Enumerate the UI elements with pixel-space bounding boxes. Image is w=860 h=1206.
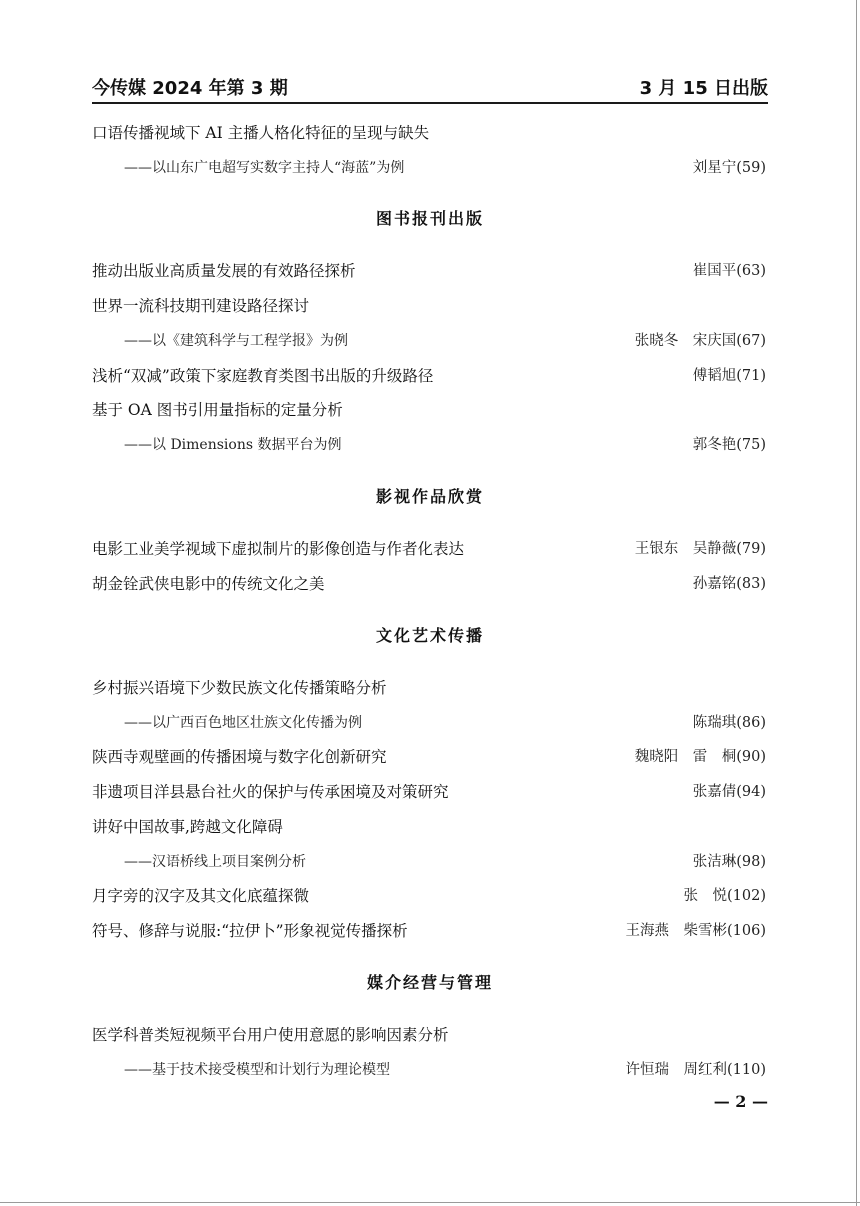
page-header bbox=[92, 74, 768, 102]
section-heading-culture: 文化艺术传播 bbox=[375, 626, 484, 645]
entry-authors: 郭冬艳(75) bbox=[692, 437, 766, 453]
toc-entry bbox=[92, 537, 766, 561]
entry-authors: 孙嘉铭(83) bbox=[692, 576, 766, 592]
entry-title: 乡村振兴语境下少数民族文化传播策略分析 bbox=[92, 679, 387, 697]
toc-entry bbox=[92, 884, 766, 908]
entry-title: 符号、修辞与说服:“拉伊卜”形象视觉传播探析 bbox=[92, 922, 408, 940]
entry-title: 口语传播视域下 AI 主播人格化特征的呈现与缺失 bbox=[92, 124, 430, 142]
toc-entry-subtitle bbox=[92, 850, 766, 874]
entry-title: 世界一流科技期刊建设路径探讨 bbox=[92, 297, 310, 315]
section-heading-media-management: 媒介经营与管理 bbox=[366, 973, 493, 992]
toc-entry-subtitle bbox=[92, 156, 766, 180]
entry-authors: 魏晓阳 雷 桐(90) bbox=[634, 749, 766, 765]
toc-entry bbox=[92, 919, 766, 943]
toc-entry bbox=[92, 572, 766, 596]
entry-authors: 许恒瑞 周红利(110) bbox=[625, 1062, 766, 1078]
entry-subtitle: ——以山东广电超写实数字主持人“海蓝”为例 bbox=[124, 160, 405, 176]
entry-authors: 傅韬旭(71) bbox=[692, 368, 766, 384]
toc-entry-subtitle bbox=[92, 1058, 766, 1082]
entry-subtitle: ——基于技术接受模型和计划行为理论模型 bbox=[124, 1062, 390, 1078]
entry-subtitle: ——以 Dimensions 数据平台为例 bbox=[124, 437, 342, 453]
entry-authors: 张嘉倩(94) bbox=[692, 784, 766, 800]
entry-authors: 张洁琳(98) bbox=[692, 854, 766, 870]
toc-entry-subtitle bbox=[92, 329, 766, 353]
entry-subtitle: ——以《建筑科学与工程学报》为例 bbox=[124, 333, 348, 349]
entry-title: 胡金铨武侠电影中的传统文化之美 bbox=[92, 575, 325, 593]
entry-title: 浅析“双减”政策下家庭教育类图书出版的升级路径 bbox=[92, 367, 434, 385]
toc-entry bbox=[92, 398, 766, 422]
journal-issue: 今传媒 2024 年第 3 期 bbox=[92, 78, 288, 99]
page-edge-right bbox=[856, 0, 857, 1206]
entry-authors: 刘星宁(59) bbox=[692, 160, 766, 176]
entry-title: 推动出版业高质量发展的有效路径探析 bbox=[92, 262, 356, 280]
entry-title: 陕西寺观壁画的传播困境与数字化创新研究 bbox=[92, 748, 387, 766]
section-heading-publishing: 图书报刊出版 bbox=[375, 209, 484, 228]
toc-entry bbox=[92, 745, 766, 769]
entry-authors: 崔国平(63) bbox=[692, 263, 766, 279]
toc-entry-subtitle bbox=[92, 433, 766, 457]
toc-entry-subtitle bbox=[92, 711, 766, 735]
entry-subtitle: ——汉语桥线上项目案例分析 bbox=[124, 854, 306, 870]
entry-authors: 王银东 吴静薇(79) bbox=[634, 541, 766, 557]
toc-entry bbox=[92, 294, 766, 318]
entry-authors: 张 悦(102) bbox=[683, 888, 766, 904]
section-heading-film: 影视作品欣赏 bbox=[375, 487, 484, 506]
entry-title: 非遗项目洋县悬台社火的保护与传承困境及对策研究 bbox=[92, 783, 449, 801]
toc-entry bbox=[92, 780, 766, 804]
entry-authors: 王海燕 柴雪彬(106) bbox=[625, 923, 766, 939]
entry-title: 医学科普类短视频平台用户使用意愿的影响因素分析 bbox=[92, 1026, 449, 1044]
publication-date: 3 月 15 日出版 bbox=[639, 78, 768, 99]
entry-title: 月字旁的汉字及其文化底蕴探微 bbox=[92, 887, 310, 905]
page-edge-bottom bbox=[0, 1202, 860, 1203]
entry-title: 基于 OA 图书引用量指标的定量分析 bbox=[92, 401, 343, 419]
toc-entry bbox=[92, 1023, 766, 1047]
toc-entry bbox=[92, 259, 766, 283]
entry-subtitle: ——以广西百色地区壮族文化传播为例 bbox=[124, 715, 362, 731]
header-rule bbox=[92, 102, 768, 104]
page-number: — 2 — bbox=[713, 1092, 768, 1111]
toc-entry bbox=[92, 676, 766, 700]
toc-entry bbox=[92, 364, 766, 388]
toc-entry bbox=[92, 121, 766, 145]
toc-entry bbox=[92, 815, 766, 839]
entry-authors: 张晓冬 宋庆国(67) bbox=[634, 333, 766, 349]
entry-authors: 陈瑞琪(86) bbox=[692, 715, 766, 731]
entry-title: 电影工业美学视域下虚拟制片的影像创造与作者化表达 bbox=[92, 540, 465, 558]
entry-title: 讲好中国故事,跨越文化障碍 bbox=[92, 818, 283, 836]
